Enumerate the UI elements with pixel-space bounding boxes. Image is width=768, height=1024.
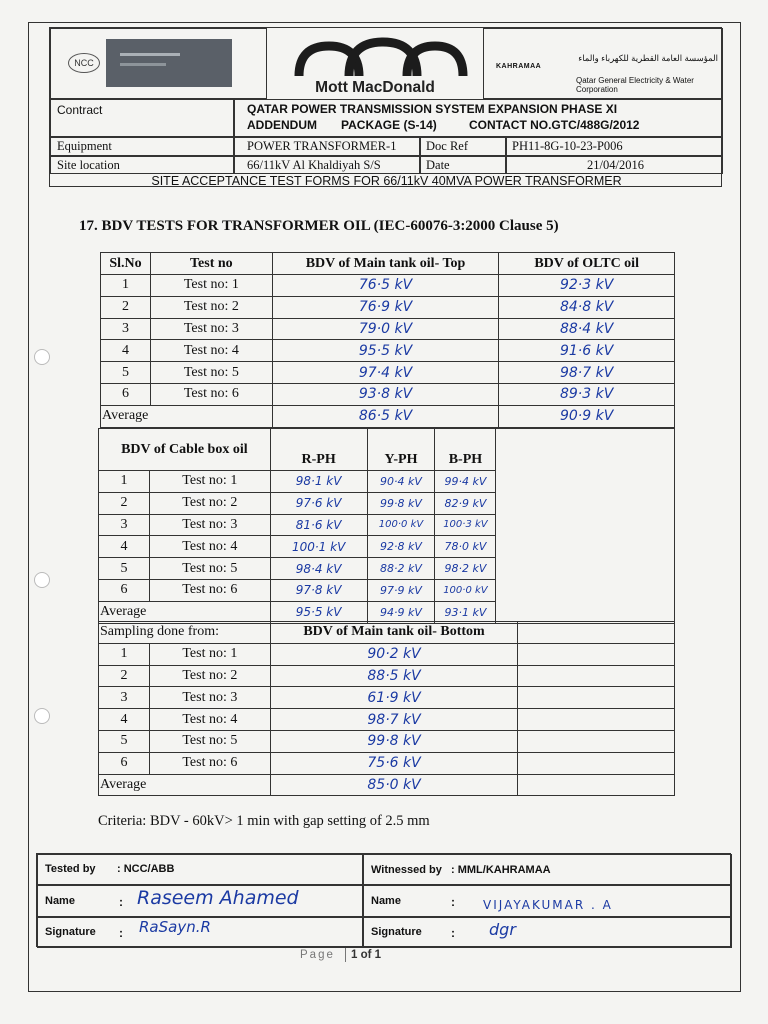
handwritten-value: 90·9 kV — [499, 405, 675, 427]
handwritten-value: 81·6 kV — [270, 514, 367, 536]
witnessed-by-value: : MML/KAHRAMAA — [451, 864, 551, 876]
handwritten-value: 84·8 kV — [499, 296, 675, 318]
contract-line1: QATAR POWER TRANSMISSION SYSTEM EXPANSION PHASE XI — [247, 102, 618, 116]
kahramaa-org-ar: المؤسسة العامة القطرية للكهرباء والماء — [578, 53, 718, 63]
col-oltc: BDV of OLTC oil — [499, 253, 675, 275]
handwritten-value: 98·4 kV — [270, 558, 367, 580]
signature-right: dgr — [489, 920, 516, 939]
ncc-banner — [106, 39, 232, 87]
handwritten-value: 98·2 kV — [435, 558, 496, 580]
site-value: 66/11kV Al Khaldiyah S/S — [247, 158, 381, 172]
table-row: 4 Test no: 4 98·7 kV — [99, 709, 675, 731]
table-row: 1 Test no: 1 76·5 kV 92·3 kV — [101, 275, 675, 297]
main-tank-oltc-table — [100, 252, 675, 428]
kahramaa-logo-cell — [483, 28, 723, 99]
page-divider — [345, 948, 346, 962]
table-row: 2 Test no: 2 97·6 kV 99·8 kV 82·9 kV — [99, 492, 675, 514]
tested-by-value: : NCC/ABB — [117, 863, 175, 875]
handwritten-value: 88·5 kV — [270, 665, 518, 687]
average-label: Average — [99, 774, 271, 796]
contract-line2-c: CONTACT NO.GTC/488G/2012 — [469, 118, 640, 132]
contract-value-cell — [234, 99, 723, 137]
handwritten-value: 100·1 kV — [270, 536, 367, 558]
main-tank-bottom-table — [98, 621, 675, 796]
page-label: Page — [300, 949, 335, 961]
contract-label: Contract — [57, 103, 103, 117]
handwritten-value: 78·0 kV — [435, 536, 496, 558]
handwritten-value: 93·8 kV — [272, 383, 499, 405]
header-block — [49, 27, 722, 187]
table-row: 6 Test no: 6 97·8 kV 97·9 kV 100·0 kV — [99, 579, 675, 601]
section-title: 17. BDV TESTS FOR TRANSFORMER OIL (IEC-60076-3:2000 Clause 5) — [79, 218, 559, 234]
table-row: 4 Test no: 4 95·5 kV 91·6 kV — [101, 340, 675, 362]
handwritten-value: 79·0 kV — [272, 318, 499, 340]
cable-box-table — [98, 428, 675, 624]
handwritten-value: 98·7 kV — [499, 362, 675, 384]
handwritten-value: 88·2 kV — [367, 558, 435, 580]
col-b-ph: B-PH — [435, 429, 496, 471]
colon: : — [451, 926, 455, 940]
mm-arches-icon — [267, 28, 483, 80]
kahramaa-org-en: Qatar General Electricity & Water Corporation — [576, 76, 694, 94]
site-label: Site location — [57, 158, 120, 172]
handwritten-value: 99·4 kV — [435, 471, 496, 493]
docref-label: Doc Ref — [426, 139, 468, 153]
col-slno: Sl.No — [101, 253, 151, 275]
page-number: 1 of 1 — [351, 949, 382, 961]
handwritten-value: 97·4 kV — [272, 362, 499, 384]
handwritten-value: 97·9 kV — [367, 579, 435, 601]
cable-box-label: BDV of Cable box oil — [99, 429, 271, 471]
witnessed-by-label: Witnessed by — [371, 864, 442, 876]
table-row: 2 Test no: 2 88·5 kV — [99, 665, 675, 687]
average-row — [99, 774, 675, 796]
tested-by-label: Tested by — [45, 863, 96, 875]
handwritten-value: 85·0 kV — [270, 774, 518, 796]
contract-line2-a: ADDENDUM — [247, 118, 317, 132]
handwritten-value: 90·2 kV — [270, 643, 518, 665]
handwritten-value: 86·5 kV — [272, 405, 499, 427]
signature-label-left: Signature — [45, 926, 96, 938]
col-main-top: BDV of Main tank oil- Top — [272, 253, 499, 275]
table-row: 1 Test no: 1 90·2 kV — [99, 643, 675, 665]
handwritten-value: 99·8 kV — [270, 730, 518, 752]
contract-label-cell — [50, 99, 234, 137]
handwritten-value: 100·0 kV — [367, 514, 435, 536]
handwritten-value: 76·9 kV — [272, 296, 499, 318]
mm-logo-text: Mott MacDonald — [315, 79, 435, 96]
table-row: 4 Test no: 4 100·1 kV 92·8 kV 78·0 kV — [99, 536, 675, 558]
equipment-value: POWER TRANSFORMER-1 — [247, 139, 397, 153]
handwritten-value: 100·0 kV — [435, 579, 496, 601]
col-y-ph: Y-PH — [367, 429, 435, 471]
table-row: 5 Test no: 5 99·8 kV — [99, 730, 675, 752]
handwritten-value: 97·8 kV — [270, 579, 367, 601]
handwritten-value: 92·8 kV — [367, 536, 435, 558]
handwritten-value: 100·3 kV — [435, 514, 496, 536]
name-right-handwritten: VIJAYAKUMAR . A — [483, 898, 613, 912]
date-value: 21/04/2016 — [587, 158, 644, 172]
name-left-handwritten: Raseem Ahamed — [137, 887, 299, 909]
handwritten-value: 94·9 kV — [367, 601, 435, 623]
kahramaa-logo: KAHRAMAA — [496, 63, 542, 70]
form-title: SITE ACCEPTANCE TEST FORMS FOR 66/11kV 40MVA POWER TRANSFORMER — [151, 174, 622, 188]
mott-macdonald-logo — [267, 28, 483, 99]
table-row: 6 Test no: 6 75·6 kV — [99, 752, 675, 774]
table-row: 5 Test no: 5 98·4 kV 88·2 kV 98·2 kV — [99, 558, 675, 580]
colon: : — [451, 895, 455, 909]
handwritten-value: 95·5 kV — [270, 601, 367, 623]
table-row: 2 Test no: 2 76·9 kV 84·8 kV — [101, 296, 675, 318]
name-label-left: Name — [45, 895, 75, 907]
average-row — [101, 405, 675, 427]
ncc-logo: NCC — [68, 53, 100, 73]
handwritten-value: 91·6 kV — [499, 340, 675, 362]
criteria-text: Criteria: BDV - 60kV> 1 min with gap setting of 2.5 mm — [98, 813, 430, 829]
docref-value: PH11-8G-10-23-P006 — [512, 139, 623, 153]
colon: : — [119, 895, 123, 909]
handwritten-value: 88·4 kV — [499, 318, 675, 340]
ncc-logo-cell — [50, 28, 267, 99]
colon: : — [119, 926, 123, 940]
sampling-label: Sampling done from: — [99, 622, 271, 644]
handwritten-value: 61·9 kV — [270, 687, 518, 709]
contract-line2-b: PACKAGE (S-14) — [341, 118, 437, 132]
signature-left: RaSayn.R — [139, 918, 211, 936]
name-label-right: Name — [371, 895, 401, 907]
handwritten-value: 92·3 kV — [499, 275, 675, 297]
table-row: 3 Test no: 3 79·0 kV 88·4 kV — [101, 318, 675, 340]
table-row: 3 Test no: 3 81·6 kV 100·0 kV 100·3 kV — [99, 514, 675, 536]
table-row: 5 Test no: 5 97·4 kV 98·7 kV — [101, 362, 675, 384]
table-row: 3 Test no: 3 61·9 kV — [99, 687, 675, 709]
handwritten-value: 93·1 kV — [435, 601, 496, 623]
handwritten-value: 98·7 kV — [270, 709, 518, 731]
equipment-label: Equipment — [57, 139, 112, 153]
table-row: 6 Test no: 6 93·8 kV 89·3 kV — [101, 383, 675, 405]
handwritten-value: 99·8 kV — [367, 492, 435, 514]
average-label: Average — [101, 405, 273, 427]
col-testno: Test no — [150, 253, 272, 275]
table-row: 1 Test no: 1 98·1 kV 90·4 kV 99·4 kV — [99, 471, 675, 493]
handwritten-value: 97·6 kV — [270, 492, 367, 514]
handwritten-value: 95·5 kV — [272, 340, 499, 362]
col-r-ph: R-PH — [270, 429, 367, 471]
handwritten-value: 76·5 kV — [272, 275, 499, 297]
handwritten-value: 90·4 kV — [367, 471, 435, 493]
handwritten-value: 89·3 kV — [499, 383, 675, 405]
average-label: Average — [99, 601, 271, 623]
handwritten-value: 82·9 kV — [435, 492, 496, 514]
date-label: Date — [426, 158, 450, 172]
col-main-bottom: BDV of Main tank oil- Bottom — [270, 622, 518, 644]
signature-label-right: Signature — [371, 926, 422, 938]
signoff-block — [36, 853, 731, 947]
handwritten-value: 98·1 kV — [270, 471, 367, 493]
handwritten-value: 75·6 kV — [270, 752, 518, 774]
